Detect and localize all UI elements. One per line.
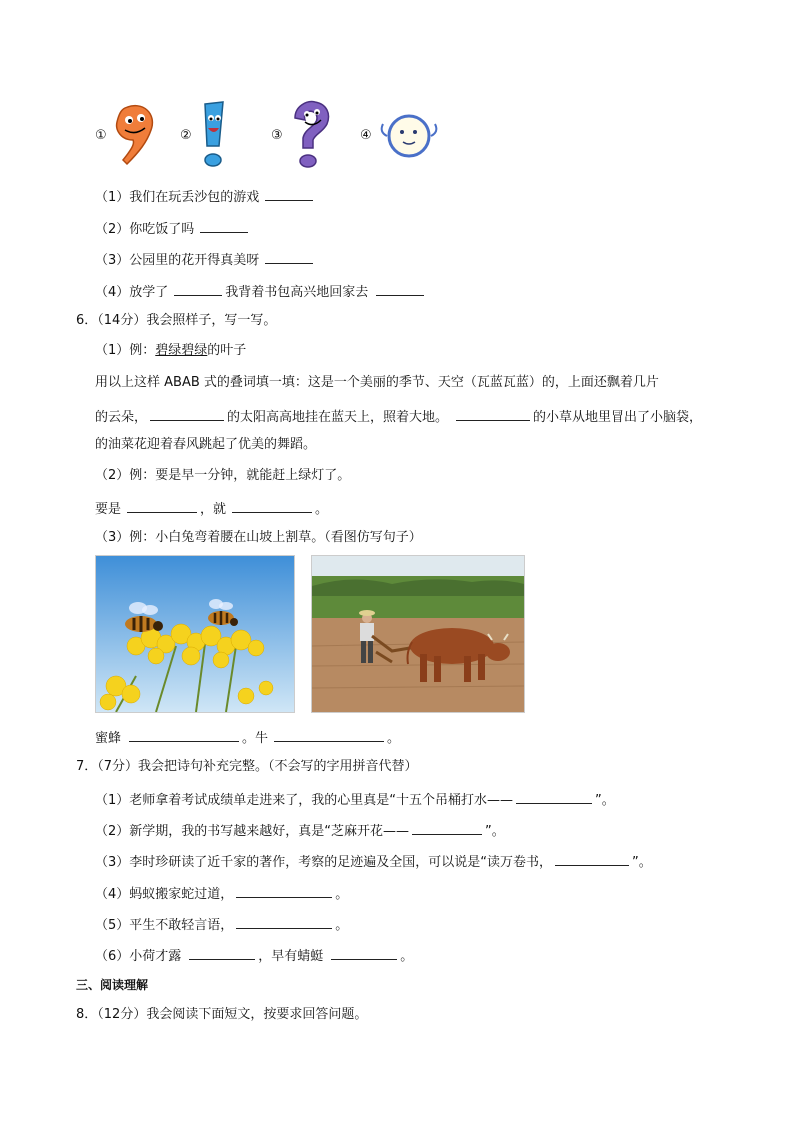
- exclamation-character-icon: [197, 100, 227, 170]
- q6-paragraph-line-2: 的云朵， 的太阳高高地挂在蓝天上，照着大地。 的小草从地里冒出了小脑袋，: [95, 406, 702, 427]
- bee-on-flower-photo: [95, 555, 295, 713]
- q6-paragraph-line-3: 的油菜花迎着春风跳起了优美的舞蹈。: [95, 437, 317, 452]
- q5-item-2: （2）你吃饭了吗: [95, 218, 251, 239]
- answer-blank[interactable]: [376, 281, 424, 296]
- answer-blank[interactable]: [236, 883, 332, 898]
- q7-item-5: （5）平生不敢轻言语， 。: [95, 914, 348, 935]
- q7-header: 7．（7分）我会把诗句补充完整。（不会写的字用拼音代替）: [76, 759, 418, 774]
- q6-fill-3: 蜜蜂 。牛 。: [95, 727, 400, 748]
- question-mark-character-icon: [289, 100, 333, 170]
- punctuation-symbol-row: [95, 100, 455, 170]
- answer-blank[interactable]: [129, 727, 239, 742]
- q6-header: 6．（14分）我会照样子，写一写。: [76, 313, 277, 328]
- answer-blank[interactable]: [274, 727, 384, 742]
- answer-blank[interactable]: [265, 249, 313, 264]
- symbol-label-2: ②: [180, 128, 192, 143]
- period-character-icon: [379, 110, 439, 160]
- ox-plowing-image: [312, 556, 524, 712]
- q7-item-2: （2）新学期，我的书写越来越好，真是“芝麻开花—— ”。: [95, 820, 505, 841]
- answer-blank[interactable]: [412, 820, 482, 835]
- answer-blank[interactable]: [265, 186, 313, 201]
- answer-blank[interactable]: [127, 498, 197, 513]
- answer-blank[interactable]: [150, 406, 224, 421]
- ox-plowing-photo: [311, 555, 525, 713]
- comma-character-icon: [113, 100, 157, 170]
- symbol-label-1: ①: [95, 128, 107, 143]
- q5-item-1: （1）我们在玩丢沙包的游戏: [95, 186, 316, 207]
- symbol-label-3: ③: [271, 128, 283, 143]
- answer-blank[interactable]: [236, 914, 332, 929]
- answer-blank[interactable]: [516, 789, 592, 804]
- symbol-label-4: ④: [360, 128, 372, 143]
- bee-on-flower-image: [96, 556, 294, 712]
- answer-blank[interactable]: [456, 406, 530, 421]
- section-heading-reading: 三、阅读理解: [76, 978, 149, 992]
- answer-blank[interactable]: [174, 281, 222, 296]
- q5-item-3: （3）公园里的花开得真美呀: [95, 249, 316, 270]
- answer-blank[interactable]: [555, 851, 629, 866]
- q6-example-2: （2）例：要是早一分钟，就能赶上绿灯了。: [95, 468, 351, 483]
- q5-item-4: （4）放学了 我背着书包高兴地回家去: [95, 281, 427, 302]
- q6-example-3: （3）例：小白兔弯着腰在山坡上割草。（看图仿写句子）: [95, 530, 422, 545]
- q6-example-1: （1）例：碧绿碧绿的叶子: [95, 343, 247, 358]
- q7-item-6: （6）小荷才露 ，早有蜻蜓 。: [95, 945, 413, 966]
- answer-blank[interactable]: [200, 218, 248, 233]
- answer-blank[interactable]: [331, 945, 397, 960]
- q7-item-1: （1）老师拿着考试成绩单走进来了，我的心里真是“十五个吊桶打水—— ”。: [95, 789, 615, 810]
- q7-item-3: （3）李时珍研读了近千家的著作，考察的足迹遍及全国，可以说是“读万卷书， ”。: [95, 851, 652, 872]
- answer-blank[interactable]: [189, 945, 255, 960]
- q6-fill-2: 要是 ，就 。: [95, 498, 328, 519]
- q7-item-4: （4）蚂蚁搬家蛇过道， 。: [95, 883, 348, 904]
- answer-blank[interactable]: [232, 498, 312, 513]
- q6-paragraph-line-1: 用以上这样 ABAB 式的叠词填一填：这是一个美丽的季节、天空（瓦蓝瓦蓝）的，上面还飘着几片: [95, 375, 659, 390]
- q8-header: 8．（12分）我会阅读下面短文，按要求回答问题。: [76, 1007, 368, 1022]
